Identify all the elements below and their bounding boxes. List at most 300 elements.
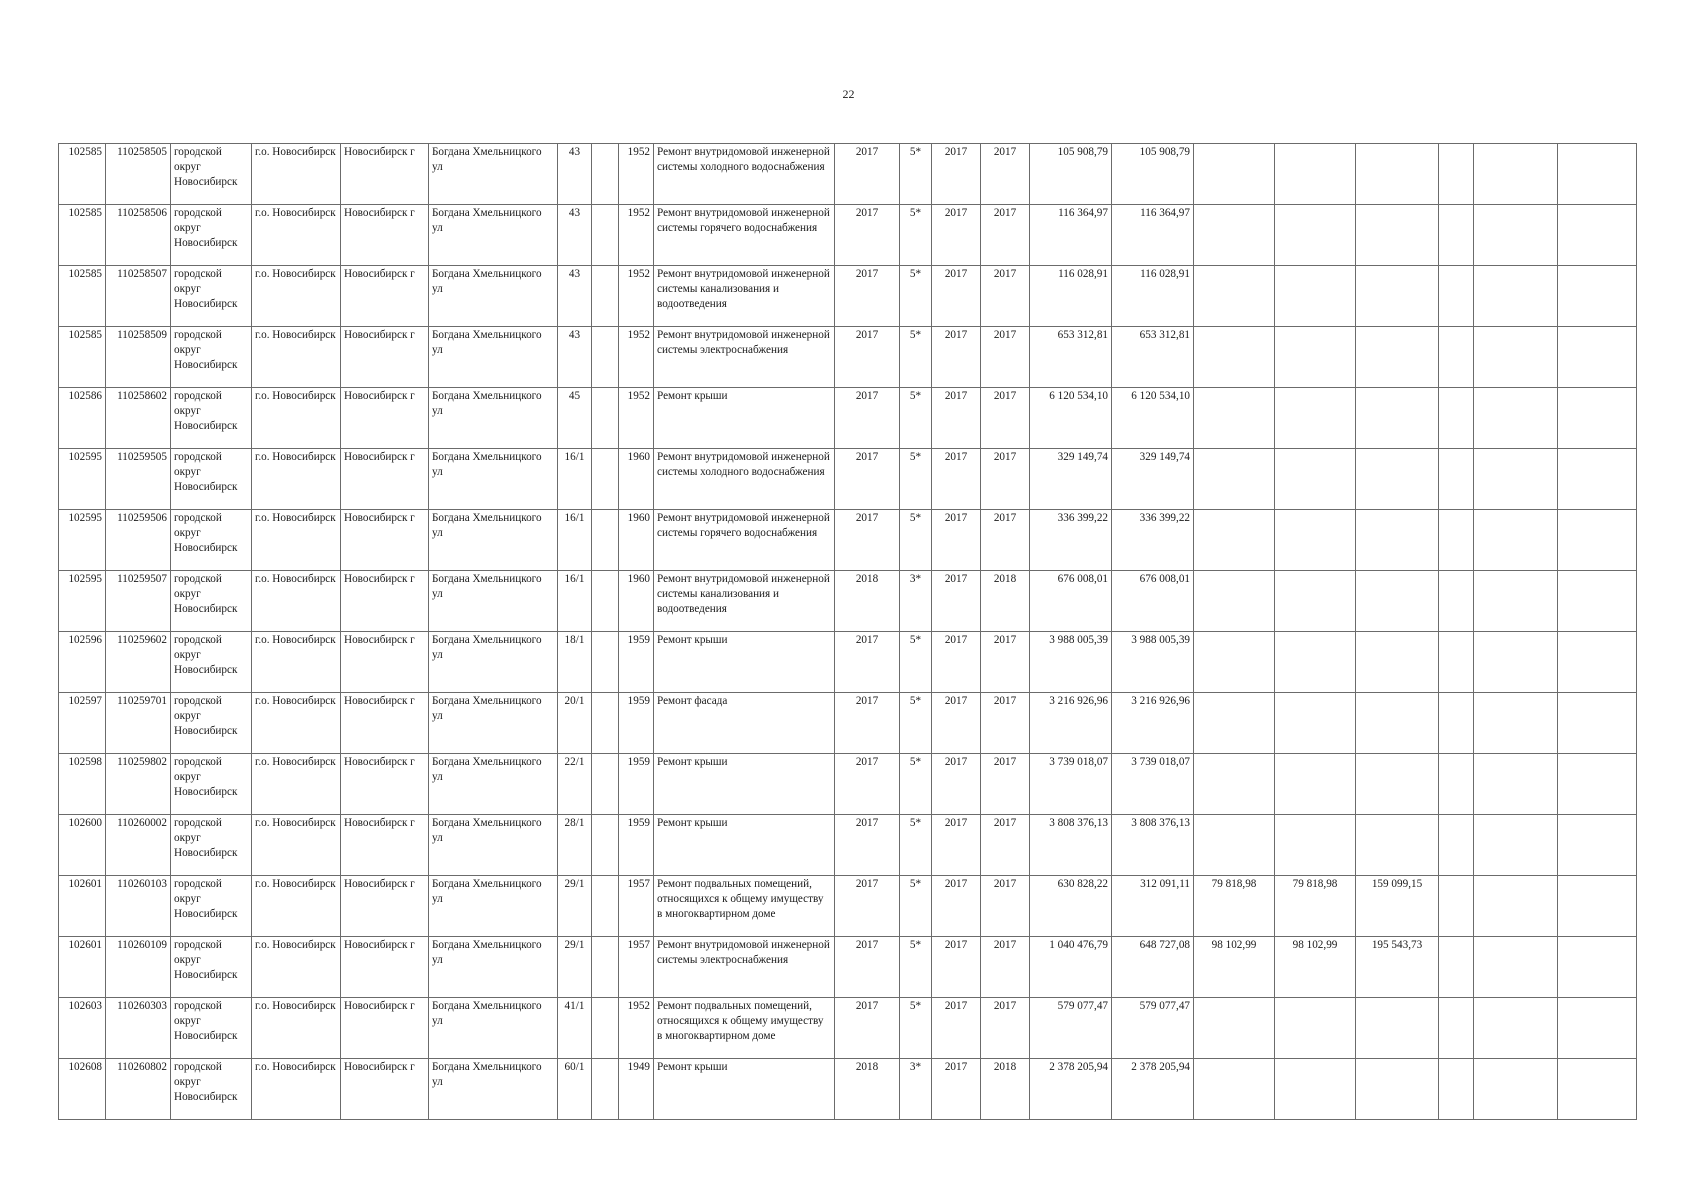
cost-col-3-cell: 195 543,73 bbox=[1356, 937, 1439, 998]
house-number-cell: 28/1 bbox=[558, 815, 592, 876]
category-cell: 5* bbox=[900, 754, 932, 815]
street-cell: Богдана Хмельницкого ул bbox=[429, 327, 558, 388]
district-cell: г.о. Новосибирск bbox=[252, 449, 341, 510]
year-from-cell: 2017 bbox=[932, 876, 981, 937]
object-id-cell: 102601 bbox=[59, 937, 106, 998]
table-row bbox=[59, 266, 1637, 327]
total-cost-cell: 676 008,01 bbox=[1030, 571, 1112, 632]
street-cell: Богдана Хмельницкого ул bbox=[429, 693, 558, 754]
municipality-cell: городской округ Новосибирск bbox=[171, 815, 252, 876]
cost-col-5-cell bbox=[1474, 205, 1558, 266]
city-cell: Новосибирск г bbox=[341, 388, 429, 449]
total-cost-cell: 116 364,97 bbox=[1030, 205, 1112, 266]
work-type-cell: Ремонт крыши bbox=[654, 815, 835, 876]
category-cell: 5* bbox=[900, 632, 932, 693]
cost-col-1-cell bbox=[1194, 571, 1275, 632]
work-code-cell: 110260103 bbox=[106, 876, 171, 937]
object-id-cell: 102603 bbox=[59, 998, 106, 1059]
year-built-cell: 1952 bbox=[619, 205, 654, 266]
city-cell: Новосибирск г bbox=[341, 998, 429, 1059]
cost-col-2-cell bbox=[1275, 1059, 1356, 1120]
fund-cost-cell: 653 312,81 bbox=[1112, 327, 1194, 388]
cost-col-2-cell: 98 102,99 bbox=[1275, 937, 1356, 998]
house-number-cell: 43 bbox=[558, 205, 592, 266]
cost-col-3-cell bbox=[1356, 388, 1439, 449]
table-row bbox=[59, 632, 1637, 693]
plan-year-cell: 2017 bbox=[835, 144, 900, 205]
cost-col-3-cell bbox=[1356, 632, 1439, 693]
year-from-cell: 2017 bbox=[932, 205, 981, 266]
work-type-cell: Ремонт крыши bbox=[654, 754, 835, 815]
table-row bbox=[59, 327, 1637, 388]
fund-cost-cell: 2 378 205,94 bbox=[1112, 1059, 1194, 1120]
cost-col-4-cell bbox=[1439, 998, 1474, 1059]
year-to-cell: 2017 bbox=[981, 937, 1030, 998]
cost-col-2-cell bbox=[1275, 449, 1356, 510]
total-cost-cell: 116 028,91 bbox=[1030, 266, 1112, 327]
municipality-cell: городской округ Новосибирск bbox=[171, 632, 252, 693]
city-cell: Новосибирск г bbox=[341, 449, 429, 510]
fund-cost-cell: 3 808 376,13 bbox=[1112, 815, 1194, 876]
plan-year-cell: 2017 bbox=[835, 998, 900, 1059]
work-type-cell: Ремонт внутридомовой инженерной системы электроснабжения bbox=[654, 327, 835, 388]
work-type-cell: Ремонт внутридомовой инженерной системы горячего водоснабжения bbox=[654, 510, 835, 571]
house-number-cell: 16/1 bbox=[558, 449, 592, 510]
cost-col-4-cell bbox=[1439, 388, 1474, 449]
table-row bbox=[59, 449, 1637, 510]
street-cell: Богдана Хмельницкого ул bbox=[429, 388, 558, 449]
work-type-cell: Ремонт внутридомовой инженерной системы холодного водоснабжения bbox=[654, 449, 835, 510]
district-cell: г.о. Новосибирск bbox=[252, 327, 341, 388]
street-cell: Богдана Хмельницкого ул bbox=[429, 144, 558, 205]
cost-col-4-cell bbox=[1439, 266, 1474, 327]
municipality-cell: городской округ Новосибирск bbox=[171, 1059, 252, 1120]
table-row bbox=[59, 388, 1637, 449]
category-cell: 5* bbox=[900, 205, 932, 266]
house-number-cell: 43 bbox=[558, 327, 592, 388]
total-cost-cell: 579 077,47 bbox=[1030, 998, 1112, 1059]
table-row bbox=[59, 1059, 1637, 1120]
municipality-cell: городской округ Новосибирск bbox=[171, 937, 252, 998]
total-cost-cell: 329 149,74 bbox=[1030, 449, 1112, 510]
work-code-cell: 110259602 bbox=[106, 632, 171, 693]
plan-year-cell: 2017 bbox=[835, 754, 900, 815]
plan-year-cell: 2017 bbox=[835, 205, 900, 266]
fund-cost-cell: 116 364,97 bbox=[1112, 205, 1194, 266]
year-to-cell: 2017 bbox=[981, 266, 1030, 327]
year-built-cell: 1952 bbox=[619, 998, 654, 1059]
cost-col-4-cell bbox=[1439, 937, 1474, 998]
cost-col-1-cell bbox=[1194, 327, 1275, 388]
street-cell: Богдана Хмельницкого ул bbox=[429, 632, 558, 693]
empty-cell-cell bbox=[592, 876, 619, 937]
table-row bbox=[59, 205, 1637, 266]
fund-cost-cell: 312 091,11 bbox=[1112, 876, 1194, 937]
page-number: 22 bbox=[842, 87, 855, 101]
cost-col-2-cell bbox=[1275, 327, 1356, 388]
fund-cost-cell: 3 216 926,96 bbox=[1112, 693, 1194, 754]
year-to-cell: 2017 bbox=[981, 754, 1030, 815]
table-row bbox=[59, 693, 1637, 754]
table-row bbox=[59, 754, 1637, 815]
district-cell: г.о. Новосибирск bbox=[252, 815, 341, 876]
municipality-cell: городской округ Новосибирск bbox=[171, 510, 252, 571]
house-number-cell: 18/1 bbox=[558, 632, 592, 693]
work-type-cell: Ремонт внутридомовой инженерной системы канализования и водоотведения bbox=[654, 266, 835, 327]
cost-col-5-cell bbox=[1474, 510, 1558, 571]
work-type-cell: Ремонт внутридомовой инженерной системы горячего водоснабжения bbox=[654, 205, 835, 266]
year-from-cell: 2017 bbox=[932, 937, 981, 998]
cost-col-4-cell bbox=[1439, 815, 1474, 876]
total-cost-cell: 1 040 476,79 bbox=[1030, 937, 1112, 998]
fund-cost-cell: 3 988 005,39 bbox=[1112, 632, 1194, 693]
cost-col-2-cell bbox=[1275, 266, 1356, 327]
municipality-cell: городской округ Новосибирск bbox=[171, 144, 252, 205]
cost-col-5-cell bbox=[1474, 327, 1558, 388]
empty-cell-cell bbox=[592, 510, 619, 571]
fund-cost-cell: 648 727,08 bbox=[1112, 937, 1194, 998]
work-code-cell: 110258506 bbox=[106, 205, 171, 266]
cost-col-3-cell bbox=[1356, 144, 1439, 205]
cost-col-4-cell bbox=[1439, 449, 1474, 510]
plan-year-cell: 2018 bbox=[835, 571, 900, 632]
object-id-cell: 102585 bbox=[59, 266, 106, 327]
cost-col-1-cell bbox=[1194, 815, 1275, 876]
cost-col-3-cell bbox=[1356, 815, 1439, 876]
table-row bbox=[59, 937, 1637, 998]
year-built-cell: 1957 bbox=[619, 876, 654, 937]
cost-col-5-cell bbox=[1474, 815, 1558, 876]
empty-cell-cell bbox=[592, 632, 619, 693]
cost-col-5-cell bbox=[1474, 632, 1558, 693]
district-cell: г.о. Новосибирск bbox=[252, 937, 341, 998]
table-row bbox=[59, 571, 1637, 632]
category-cell: 5* bbox=[900, 449, 932, 510]
total-cost-cell: 2 378 205,94 bbox=[1030, 1059, 1112, 1120]
year-to-cell: 2017 bbox=[981, 510, 1030, 571]
table-row bbox=[59, 815, 1637, 876]
work-type-cell: Ремонт внутридомовой инженерной системы холодного водоснабжения bbox=[654, 144, 835, 205]
cost-col-6-cell bbox=[1558, 144, 1637, 205]
cost-col-5-cell bbox=[1474, 937, 1558, 998]
year-to-cell: 2018 bbox=[981, 571, 1030, 632]
cost-col-3-cell bbox=[1356, 754, 1439, 815]
year-built-cell: 1960 bbox=[619, 449, 654, 510]
cost-col-5-cell bbox=[1474, 449, 1558, 510]
cost-col-6-cell bbox=[1558, 266, 1637, 327]
cost-col-5-cell bbox=[1474, 998, 1558, 1059]
empty-cell-cell bbox=[592, 388, 619, 449]
cost-col-6-cell bbox=[1558, 937, 1637, 998]
cost-col-6-cell bbox=[1558, 876, 1637, 937]
cost-col-1-cell bbox=[1194, 754, 1275, 815]
year-to-cell: 2017 bbox=[981, 815, 1030, 876]
cost-col-6-cell bbox=[1558, 388, 1637, 449]
cost-col-4-cell bbox=[1439, 510, 1474, 571]
cost-col-2-cell bbox=[1275, 571, 1356, 632]
municipality-cell: городской округ Новосибирск bbox=[171, 388, 252, 449]
plan-year-cell: 2017 bbox=[835, 388, 900, 449]
category-cell: 3* bbox=[900, 1059, 932, 1120]
house-number-cell: 20/1 bbox=[558, 693, 592, 754]
fund-cost-cell: 336 399,22 bbox=[1112, 510, 1194, 571]
repair-registry-table bbox=[58, 143, 1637, 1120]
cost-col-3-cell bbox=[1356, 693, 1439, 754]
object-id-cell: 102595 bbox=[59, 449, 106, 510]
municipality-cell: городской округ Новосибирск bbox=[171, 266, 252, 327]
plan-year-cell: 2017 bbox=[835, 632, 900, 693]
cost-col-5-cell bbox=[1474, 1059, 1558, 1120]
cost-col-1-cell bbox=[1194, 266, 1275, 327]
municipality-cell: городской округ Новосибирск bbox=[171, 876, 252, 937]
district-cell: г.о. Новосибирск bbox=[252, 144, 341, 205]
empty-cell-cell bbox=[592, 754, 619, 815]
plan-year-cell: 2017 bbox=[835, 815, 900, 876]
district-cell: г.о. Новосибирск bbox=[252, 693, 341, 754]
object-id-cell: 102601 bbox=[59, 876, 106, 937]
cost-col-3-cell bbox=[1356, 1059, 1439, 1120]
city-cell: Новосибирск г bbox=[341, 937, 429, 998]
fund-cost-cell: 329 149,74 bbox=[1112, 449, 1194, 510]
house-number-cell: 43 bbox=[558, 144, 592, 205]
total-cost-cell: 6 120 534,10 bbox=[1030, 388, 1112, 449]
category-cell: 5* bbox=[900, 327, 932, 388]
year-from-cell: 2017 bbox=[932, 144, 981, 205]
year-to-cell: 2017 bbox=[981, 876, 1030, 937]
cost-col-6-cell bbox=[1558, 1059, 1637, 1120]
street-cell: Богдана Хмельницкого ул bbox=[429, 266, 558, 327]
cost-col-2-cell bbox=[1275, 632, 1356, 693]
city-cell: Новосибирск г bbox=[341, 1059, 429, 1120]
house-number-cell: 41/1 bbox=[558, 998, 592, 1059]
object-id-cell: 102586 bbox=[59, 388, 106, 449]
total-cost-cell: 3 739 018,07 bbox=[1030, 754, 1112, 815]
cost-col-2-cell bbox=[1275, 693, 1356, 754]
object-id-cell: 102585 bbox=[59, 205, 106, 266]
cost-col-1-cell bbox=[1194, 510, 1275, 571]
category-cell: 5* bbox=[900, 388, 932, 449]
house-number-cell: 16/1 bbox=[558, 510, 592, 571]
cost-col-6-cell bbox=[1558, 998, 1637, 1059]
work-type-cell: Ремонт подвальных помещений, относящихся к общему имуществу в многоквартирном доме bbox=[654, 876, 835, 937]
cost-col-6-cell bbox=[1558, 754, 1637, 815]
fund-cost-cell: 579 077,47 bbox=[1112, 998, 1194, 1059]
district-cell: г.о. Новосибирск bbox=[252, 510, 341, 571]
object-id-cell: 102596 bbox=[59, 632, 106, 693]
category-cell: 5* bbox=[900, 998, 932, 1059]
year-to-cell: 2017 bbox=[981, 998, 1030, 1059]
district-cell: г.о. Новосибирск bbox=[252, 632, 341, 693]
plan-year-cell: 2017 bbox=[835, 266, 900, 327]
district-cell: г.о. Новосибирск bbox=[252, 571, 341, 632]
year-to-cell: 2017 bbox=[981, 205, 1030, 266]
cost-col-4-cell bbox=[1439, 754, 1474, 815]
year-built-cell: 1952 bbox=[619, 388, 654, 449]
empty-cell-cell bbox=[592, 1059, 619, 1120]
cost-col-3-cell bbox=[1356, 327, 1439, 388]
year-from-cell: 2017 bbox=[932, 1059, 981, 1120]
category-cell: 5* bbox=[900, 144, 932, 205]
empty-cell-cell bbox=[592, 144, 619, 205]
category-cell: 5* bbox=[900, 876, 932, 937]
category-cell: 5* bbox=[900, 266, 932, 327]
city-cell: Новосибирск г bbox=[341, 327, 429, 388]
district-cell: г.о. Новосибирск bbox=[252, 388, 341, 449]
object-id-cell: 102598 bbox=[59, 754, 106, 815]
year-to-cell: 2017 bbox=[981, 144, 1030, 205]
total-cost-cell: 3 808 376,13 bbox=[1030, 815, 1112, 876]
empty-cell-cell bbox=[592, 449, 619, 510]
street-cell: Богдана Хмельницкого ул bbox=[429, 449, 558, 510]
work-code-cell: 110258505 bbox=[106, 144, 171, 205]
cost-col-3-cell bbox=[1356, 510, 1439, 571]
cost-col-5-cell bbox=[1474, 693, 1558, 754]
plan-year-cell: 2017 bbox=[835, 449, 900, 510]
municipality-cell: городской округ Новосибирск bbox=[171, 571, 252, 632]
cost-col-3-cell bbox=[1356, 266, 1439, 327]
cost-col-5-cell bbox=[1474, 266, 1558, 327]
cost-col-3-cell bbox=[1356, 571, 1439, 632]
cost-col-5-cell bbox=[1474, 388, 1558, 449]
category-cell: 5* bbox=[900, 693, 932, 754]
cost-col-5-cell bbox=[1474, 571, 1558, 632]
street-cell: Богдана Хмельницкого ул bbox=[429, 510, 558, 571]
city-cell: Новосибирск г bbox=[341, 815, 429, 876]
category-cell: 5* bbox=[900, 815, 932, 876]
house-number-cell: 45 bbox=[558, 388, 592, 449]
year-to-cell: 2017 bbox=[981, 388, 1030, 449]
cost-col-4-cell bbox=[1439, 1059, 1474, 1120]
cost-col-5-cell bbox=[1474, 144, 1558, 205]
street-cell: Богдана Хмельницкого ул bbox=[429, 754, 558, 815]
cost-col-1-cell bbox=[1194, 388, 1275, 449]
total-cost-cell: 630 828,22 bbox=[1030, 876, 1112, 937]
total-cost-cell: 653 312,81 bbox=[1030, 327, 1112, 388]
total-cost-cell: 336 399,22 bbox=[1030, 510, 1112, 571]
street-cell: Богдана Хмельницкого ул bbox=[429, 998, 558, 1059]
city-cell: Новосибирск г bbox=[341, 571, 429, 632]
street-cell: Богдана Хмельницкого ул bbox=[429, 937, 558, 998]
cost-col-4-cell bbox=[1439, 205, 1474, 266]
work-code-cell: 110259802 bbox=[106, 754, 171, 815]
year-to-cell: 2017 bbox=[981, 693, 1030, 754]
work-type-cell: Ремонт внутридомовой инженерной системы канализования и водоотведения bbox=[654, 571, 835, 632]
year-built-cell: 1960 bbox=[619, 510, 654, 571]
year-to-cell: 2017 bbox=[981, 449, 1030, 510]
total-cost-cell: 3 988 005,39 bbox=[1030, 632, 1112, 693]
cost-col-3-cell: 159 099,15 bbox=[1356, 876, 1439, 937]
category-cell: 5* bbox=[900, 510, 932, 571]
empty-cell-cell bbox=[592, 937, 619, 998]
year-built-cell: 1960 bbox=[619, 571, 654, 632]
object-id-cell: 102595 bbox=[59, 510, 106, 571]
district-cell: г.о. Новосибирск bbox=[252, 998, 341, 1059]
cost-col-6-cell bbox=[1558, 571, 1637, 632]
empty-cell-cell bbox=[592, 998, 619, 1059]
cost-col-2-cell bbox=[1275, 998, 1356, 1059]
district-cell: г.о. Новосибирск bbox=[252, 205, 341, 266]
work-code-cell: 110258509 bbox=[106, 327, 171, 388]
year-built-cell: 1952 bbox=[619, 144, 654, 205]
street-cell: Богдана Хмельницкого ул bbox=[429, 815, 558, 876]
year-built-cell: 1959 bbox=[619, 693, 654, 754]
work-type-cell: Ремонт подвальных помещений, относящихся к общему имуществу в многоквартирном доме bbox=[654, 998, 835, 1059]
cost-col-4-cell bbox=[1439, 571, 1474, 632]
work-type-cell: Ремонт крыши bbox=[654, 632, 835, 693]
district-cell: г.о. Новосибирск bbox=[252, 266, 341, 327]
year-from-cell: 2017 bbox=[932, 815, 981, 876]
fund-cost-cell: 3 739 018,07 bbox=[1112, 754, 1194, 815]
cost-col-6-cell bbox=[1558, 510, 1637, 571]
cost-col-4-cell bbox=[1439, 144, 1474, 205]
year-from-cell: 2017 bbox=[932, 266, 981, 327]
year-from-cell: 2017 bbox=[932, 571, 981, 632]
house-number-cell: 29/1 bbox=[558, 876, 592, 937]
cost-col-1-cell bbox=[1194, 1059, 1275, 1120]
cost-col-6-cell bbox=[1558, 205, 1637, 266]
table-row bbox=[59, 144, 1637, 205]
fund-cost-cell: 105 908,79 bbox=[1112, 144, 1194, 205]
cost-col-4-cell bbox=[1439, 632, 1474, 693]
street-cell: Богдана Хмельницкого ул bbox=[429, 205, 558, 266]
cost-col-6-cell bbox=[1558, 632, 1637, 693]
category-cell: 5* bbox=[900, 937, 932, 998]
year-built-cell: 1949 bbox=[619, 1059, 654, 1120]
municipality-cell: городской округ Новосибирск bbox=[171, 998, 252, 1059]
year-built-cell: 1952 bbox=[619, 327, 654, 388]
cost-col-2-cell bbox=[1275, 815, 1356, 876]
house-number-cell: 43 bbox=[558, 266, 592, 327]
cost-col-5-cell bbox=[1474, 876, 1558, 937]
house-number-cell: 60/1 bbox=[558, 1059, 592, 1120]
work-code-cell: 110259701 bbox=[106, 693, 171, 754]
year-from-cell: 2017 bbox=[932, 327, 981, 388]
year-to-cell: 2017 bbox=[981, 327, 1030, 388]
house-number-cell: 29/1 bbox=[558, 937, 592, 998]
plan-year-cell: 2017 bbox=[835, 693, 900, 754]
year-built-cell: 1957 bbox=[619, 937, 654, 998]
cost-col-6-cell bbox=[1558, 693, 1637, 754]
cost-col-1-cell bbox=[1194, 998, 1275, 1059]
empty-cell-cell bbox=[592, 693, 619, 754]
empty-cell-cell bbox=[592, 205, 619, 266]
cost-col-1-cell bbox=[1194, 693, 1275, 754]
cost-col-3-cell bbox=[1356, 205, 1439, 266]
year-to-cell: 2018 bbox=[981, 1059, 1030, 1120]
cost-col-1-cell bbox=[1194, 632, 1275, 693]
municipality-cell: городской округ Новосибирск bbox=[171, 327, 252, 388]
year-built-cell: 1959 bbox=[619, 632, 654, 693]
object-id-cell: 102595 bbox=[59, 571, 106, 632]
year-to-cell: 2017 bbox=[981, 632, 1030, 693]
total-cost-cell: 105 908,79 bbox=[1030, 144, 1112, 205]
district-cell: г.о. Новосибирск bbox=[252, 876, 341, 937]
object-id-cell: 102608 bbox=[59, 1059, 106, 1120]
cost-col-4-cell bbox=[1439, 693, 1474, 754]
work-code-cell: 110259506 bbox=[106, 510, 171, 571]
cost-col-6-cell bbox=[1558, 327, 1637, 388]
fund-cost-cell: 6 120 534,10 bbox=[1112, 388, 1194, 449]
table-row bbox=[59, 998, 1637, 1059]
municipality-cell: городской округ Новосибирск bbox=[171, 754, 252, 815]
cost-col-1-cell: 98 102,99 bbox=[1194, 937, 1275, 998]
cost-col-1-cell bbox=[1194, 205, 1275, 266]
year-from-cell: 2017 bbox=[932, 510, 981, 571]
work-code-cell: 110258507 bbox=[106, 266, 171, 327]
municipality-cell: городской округ Новосибирск bbox=[171, 449, 252, 510]
plan-year-cell: 2017 bbox=[835, 937, 900, 998]
work-type-cell: Ремонт крыши bbox=[654, 1059, 835, 1120]
